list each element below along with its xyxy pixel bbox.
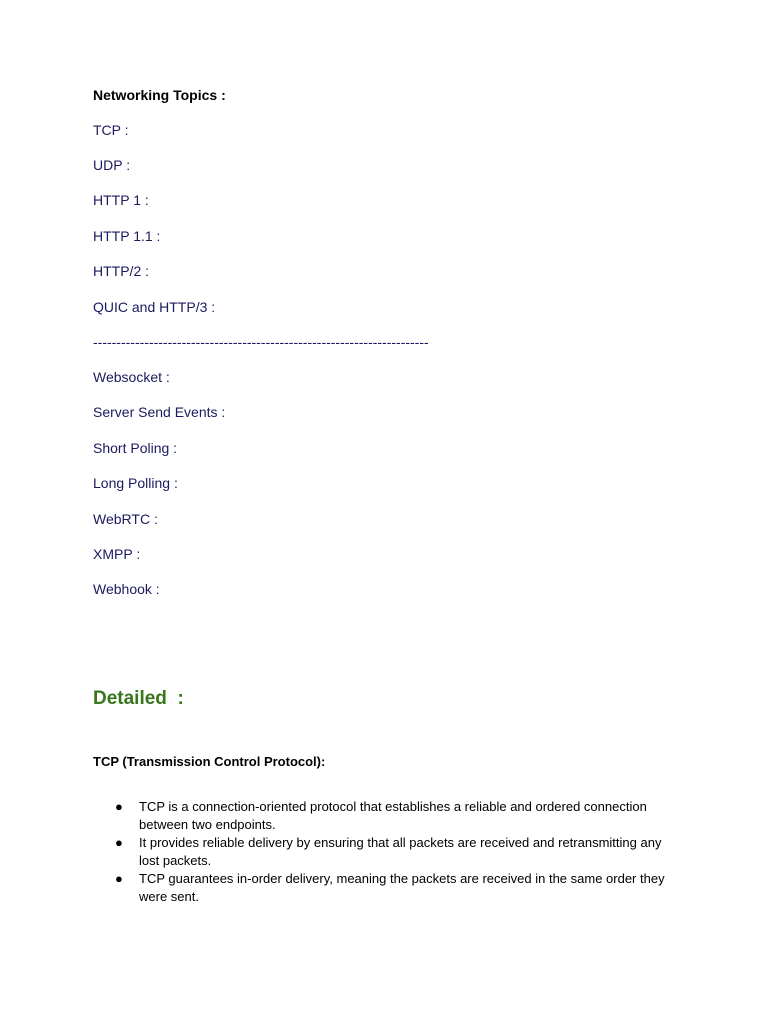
topic-item: HTTP 1.1 : (93, 228, 161, 244)
bullet-icon: ● (115, 799, 123, 814)
topic-item: Short Poling : (93, 440, 178, 456)
tcp-section-title: TCP (Transmission Control Protocol): (93, 754, 326, 769)
dashed-divider: ------------------------------------------------------------------------ (93, 334, 429, 350)
topic-item: UDP : (93, 157, 131, 173)
bullet-icon: ● (115, 871, 123, 886)
topic-item: TCP : (93, 122, 129, 138)
topic-item: QUIC and HTTP/3 : (93, 299, 216, 315)
topic-item: HTTP 1 : (93, 192, 149, 208)
topic-item: WebRTC : (93, 511, 158, 527)
topic-item: Server Send Events : (93, 404, 226, 420)
list-item (115, 834, 675, 870)
tcp-bullet-list (115, 798, 675, 906)
topic-item: Webhook : (93, 581, 160, 597)
list-item (115, 870, 675, 906)
list-item-text: It provides reliable delivery by ensuring that all packets are received and retransmitting any lost packets. (139, 835, 662, 868)
topic-item: Websocket : (93, 369, 170, 385)
page-title: Networking Topics : (93, 87, 226, 103)
topic-item: XMPP : (93, 546, 141, 562)
list-item-text: TCP guarantees in-order delivery, meaning the packets are received in the same order they were sent. (139, 871, 665, 904)
list-item-text: TCP is a connection-oriented protocol that establishes a reliable and ordered connection between two endpoints. (139, 799, 647, 832)
list-item (115, 798, 675, 834)
bullet-icon: ● (115, 835, 123, 850)
detailed-heading: Detailed : (93, 688, 184, 709)
topic-item: Long Polling : (93, 475, 178, 491)
topic-item: HTTP/2 : (93, 263, 150, 279)
